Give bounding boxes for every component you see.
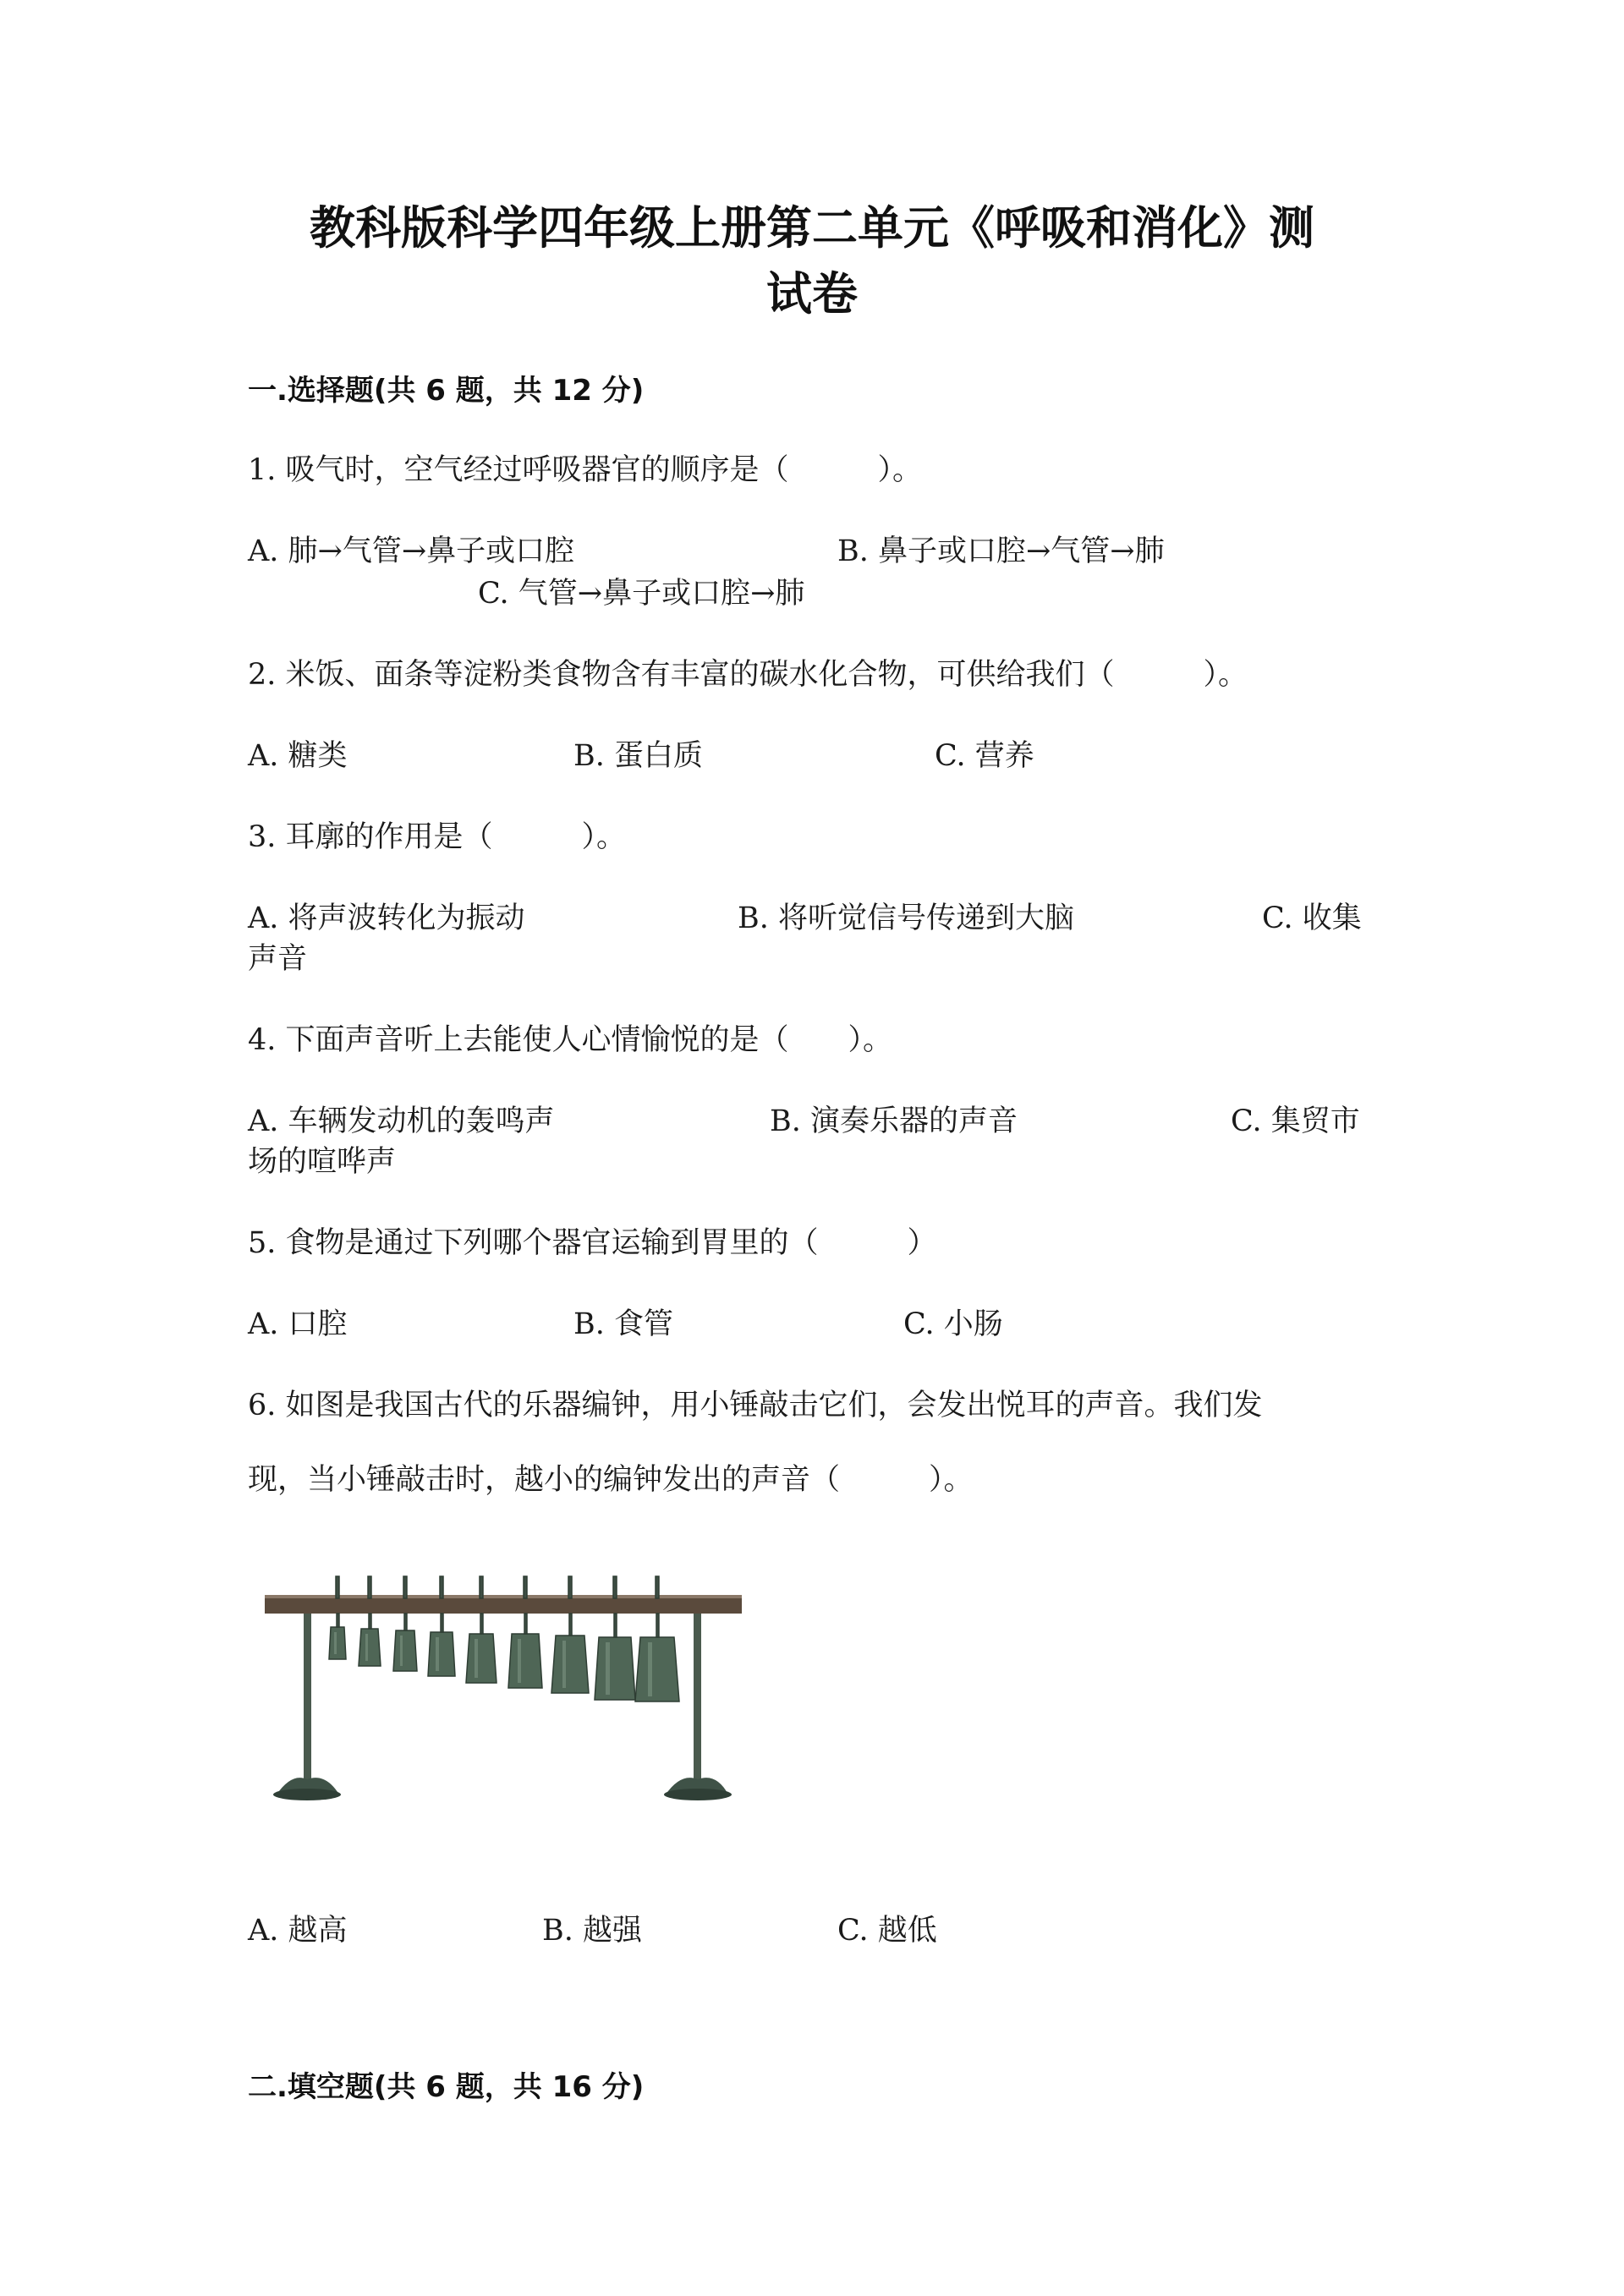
- chime-bells-icon: [258, 1573, 749, 1818]
- question-4-option-c: C. 集贸市: [1231, 1104, 1360, 1138]
- question-4-option-a: A. 车辆发动机的轰鸣声: [248, 1104, 555, 1138]
- question-3-option-c: C. 收集: [1262, 901, 1362, 935]
- question-1-stem: 1. 吸气时，空气经过呼吸器官的顺序是（ ）。: [248, 453, 923, 487]
- question-6-stem-line1: 6. 如图是我国古代的乐器编钟，用小锤敲击它们，会发出悦耳的声音。我们发: [248, 1389, 1263, 1422]
- question-3-option-b: B. 将听觉信号传递到大脑: [738, 901, 1074, 935]
- question-5-stem: 5. 食物是通过下列哪个器官运输到胃里的（ ）: [248, 1226, 937, 1260]
- question-2-option-c: C. 营养: [935, 739, 1034, 773]
- section-heading-fill-blank: 二.填空题(共 6 题，共 16 分): [248, 2070, 645, 2104]
- chime-bells-image: [258, 1573, 749, 1818]
- question-6-option-a: A. 越高: [248, 1914, 348, 1948]
- question-1-option-c: C. 气管→鼻子或口腔→肺: [478, 577, 805, 611]
- question-6-option-b: B. 越强: [542, 1914, 642, 1948]
- exam-title-line1: 教科版科学四年级上册第二单元《呼吸和消化》测: [310, 201, 1314, 255]
- question-3-option-c-continued: 声音: [248, 942, 308, 976]
- question-4-option-b: B. 演奏乐器的声音: [770, 1104, 1018, 1138]
- section-heading-choice: 一.选择题(共 6 题，共 12 分): [248, 374, 645, 408]
- question-5-option-b: B. 食管: [573, 1307, 673, 1341]
- question-5-option-c: C. 小肠: [903, 1307, 1003, 1341]
- question-3-stem: 3. 耳廓的作用是（ ）。: [248, 820, 627, 854]
- question-4-stem: 4. 下面声音听上去能使人心情愉悦的是（ ）。: [248, 1023, 893, 1057]
- question-2-option-a: A. 糖类: [248, 739, 348, 773]
- question-6-option-c: C. 越低: [837, 1914, 937, 1948]
- question-2-stem: 2. 米饭、面条等淀粉类食物含有丰富的碳水化合物，可供给我们（ ）。: [248, 658, 1248, 692]
- question-1-option-b: B. 鼻子或口腔→气管→肺: [837, 534, 1165, 568]
- question-5-option-a: A. 口腔: [248, 1307, 348, 1341]
- question-3-option-a: A. 将声波转化为振动: [248, 901, 525, 935]
- question-2-option-b: B. 蛋白质: [573, 739, 703, 773]
- exam-title-line2: 试卷: [766, 267, 858, 321]
- question-4-option-c-continued: 场的喧哗声: [248, 1145, 397, 1179]
- question-1-option-a: A. 肺→气管→鼻子或口腔: [248, 534, 575, 568]
- question-6-stem-line2: 现，当小锤敲击时，越小的编钟发出的声音（ ）。: [248, 1463, 974, 1497]
